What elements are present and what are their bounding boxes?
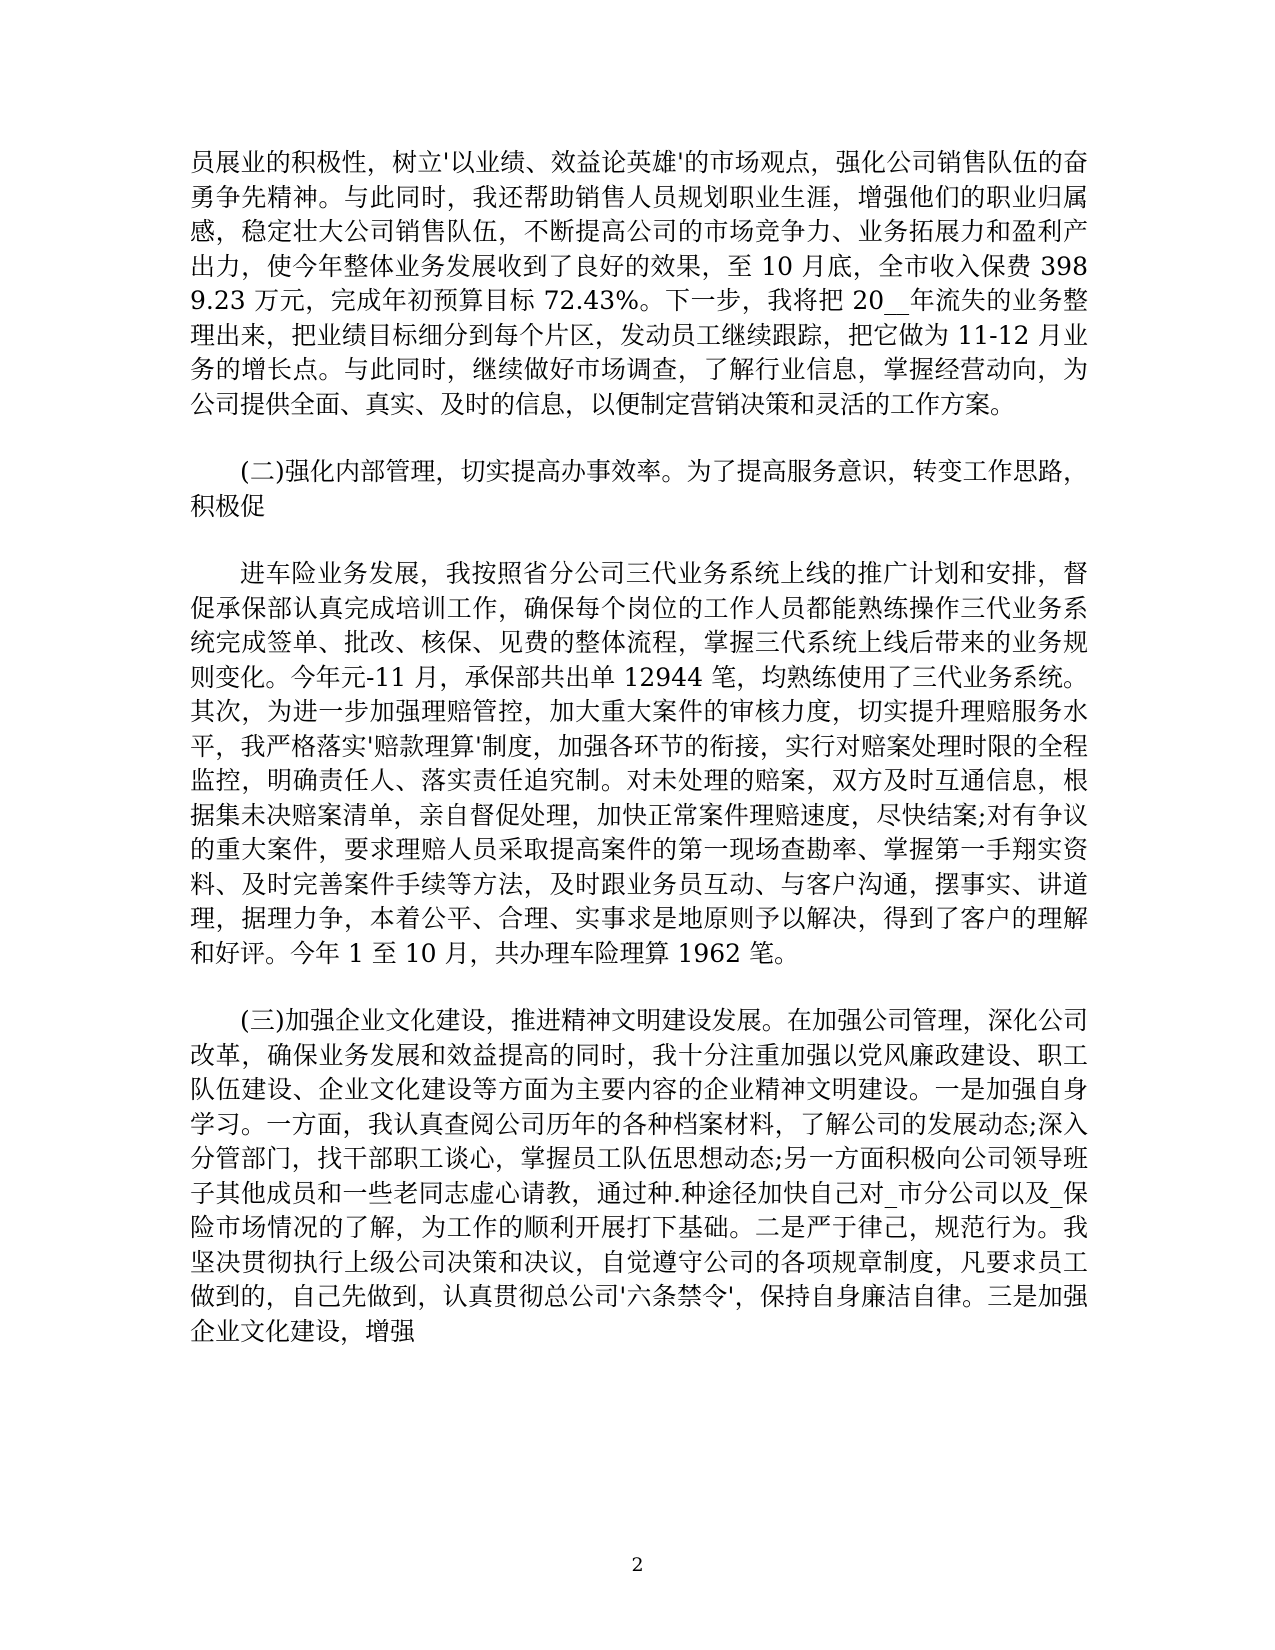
document-body bbox=[190, 146, 1088, 1349]
page-number: 2 bbox=[631, 1554, 644, 1576]
paragraph-section-three: (三)加强企业文化建设，推进精神文明建设发展。在加强公司管理，深化公司改革，确保业务发展和效益提高的同时，我十分注重加强以党风廉政建设、职工队伍建设、企业文化建设等方面为主要内容的企业精神文明建设。一是加强自身学习。一方面，我认真查阅公司历年的各种档案材料，了解公司的发展动态;深入分管部门，找干部职工谈心，掌握员工队伍思想动态;另一方面积极向公司领导班子其他成员和一些老同志虚心请教，通过种.种途径加快自己对_市分公司以及_保险市场情况的了解，为工作的顺利开展打下基础。二是严于律己，规范行为。我坚决贯彻执行上级公司决策和决议，自觉遵守公司的各项规章制度，凡要求员工做到的，自己先做到，认真贯彻总公司'六条禁令'，保持自身廉洁自律。三是加强企业文化建设，增强 bbox=[190, 1006, 1088, 1346]
paragraph-continuation: 员展业的积极性，树立'以业绩、效益论英雄'的市场观点，强化公司销售队伍的奋勇争先精神。与此同时，我还帮助销售人员规划职业生涯，增强他们的职业归属感，稳定壮大公司销售队伍，不断提高公司的市场竞争力、业务拓展力和盈利产出力，使今年整体业务发展收到了良好的效果，至 10 月底，全市收入保费 3989.23 万元，完成年初预算目标 72.43%。下一步，我将把 20__年流失的业务整理出来，把业绩目标细分到每个片区，发动员工继续跟踪，把它做为 11-12 月业务的增长点。与此同时，继续做好市场调查，了解行业信息，掌握经营动向，为公司提供全面、真实、及时的信息，以便制定营销决策和灵活的工作方案。 bbox=[190, 148, 1088, 419]
paragraph-section-two-heading: (二)强化内部管理，切实提高办事效率。为了提高服务意识，转变工作思路，积极促 bbox=[190, 457, 1088, 521]
paragraph-section-two-body: 进车险业务发展，我按照省分公司三代业务系统上线的推广计划和安排，督促承保部认真完成培训工作，确保每个岗位的工作人员都能熟练操作三代业务系统完成签单、批改、核保、见费的整体流程，掌握三代系统上线后带来的业务规则变化。今年元-11 月，承保部共出单 12944 笔，均熟练使用了三代业务系统。其次，为进一步加强理赔管控，加大重大案件的审核力度，切实提升理赔服务水平，我严格落实'赔款理算'制度，加强各环节的衔接，实行对赔案处理时限的全程监控，明确责任人、落实责任追究制。对未处理的赔案，双方及时互通信息，根据集未决赔案清单，亲自督促处理，加快正常案件理赔速度，尽快结案;对有争议的重大案件，要求理赔人员采取提高案件的第一现场查勘率、掌握第一手翔实资料、及时完善案件手续等方法，及时跟业务员互动、与客户沟通，摆事实、讲道理，据理力争，本着公平、合理、实事求是地原则予以解决，得到了客户的理解和好评。今年 1 至 10 月，共办理车险理算 1962 笔。 bbox=[190, 559, 1088, 968]
